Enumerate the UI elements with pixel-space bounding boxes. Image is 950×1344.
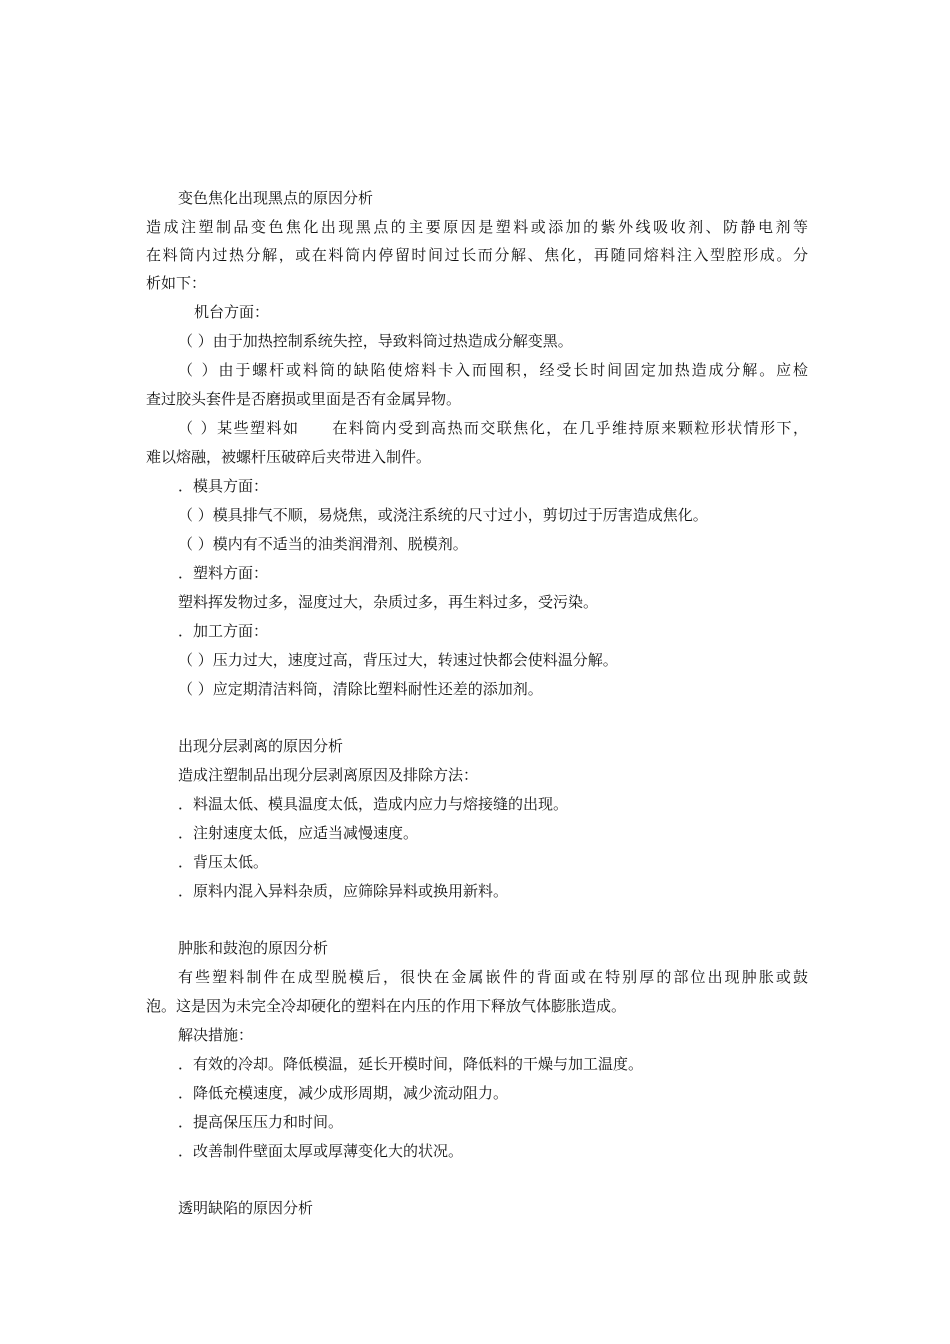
list-item: （ ）由于加热控制系统失控，导致料筒过热造成分解变黑。 bbox=[178, 332, 573, 350]
paragraph-line: 析如下： bbox=[146, 274, 207, 292]
list-item-continued: 查过胶头套件是否磨损或里面是否有金属异物。 bbox=[146, 390, 462, 408]
subheading-processing: ．加工方面： bbox=[178, 622, 269, 640]
list-item-continued: 难以熔融，被螺杆压破碎后夹带进入制件。 bbox=[146, 448, 432, 466]
paragraph-line: 造成注塑制品变色焦化出现黑点的主要原因是塑料或添加的紫外线吸收剂、防静电剂等 bbox=[146, 218, 808, 236]
paragraph-line: 泡。这是因为未完全冷却硬化的塑料在内压的作用下释放气体膨胀造成。 bbox=[146, 997, 627, 1015]
list-item: ．提高保压压力和时间。 bbox=[178, 1113, 344, 1131]
list-item: （ ）压力过大，速度过高，背压过大，转速过快都会使料温分解。 bbox=[178, 651, 618, 669]
subheading-machine: 机台方面： bbox=[194, 303, 270, 321]
list-item: （ ）由于螺杆或料筒的缺陷使熔料卡入而囤积，经受长时间固定加热造成分解。应检 bbox=[178, 361, 808, 379]
list-item: ．改善制件壁面太厚或厚薄变化大的状况。 bbox=[178, 1142, 464, 1160]
paragraph-line: 塑料挥发物过多，湿度过大，杂质过多，再生料过多，受污染。 bbox=[178, 593, 599, 611]
list-item: （ ）某些塑料如 在料筒内受到高热而交联焦化，在几乎维持原来颗粒形状情形下， bbox=[178, 419, 808, 437]
list-item: ．注射速度太低，应适当减慢速度。 bbox=[178, 824, 419, 842]
list-item: ．料温太低、模具温度太低，造成内应力与熔接缝的出现。 bbox=[178, 795, 569, 813]
paragraph-line: 造成注塑制品出现分层剥离原因及排除方法： bbox=[178, 766, 479, 784]
list-item: ．降低充模速度，减少成形周期，减少流动阻力。 bbox=[178, 1084, 509, 1102]
section-title-discoloration: 变色焦化出现黑点的原因分析 bbox=[178, 189, 374, 207]
list-item: ．原料内混入异料杂质，应筛除异料或换用新料。 bbox=[178, 882, 509, 900]
list-item: ．有效的冷却。降低模温，延长开模时间，降低料的干燥与加工温度。 bbox=[178, 1055, 644, 1073]
subheading-solutions: 解决措施： bbox=[178, 1026, 254, 1044]
list-item: ．背压太低。 bbox=[178, 853, 269, 871]
list-item: （ ）模内有不适当的油类润滑剂、脱模剂。 bbox=[178, 535, 468, 553]
paragraph-line: 在料筒内过热分解，或在料筒内停留时间过长而分解、焦化，再随同熔料注入型腔形成。分 bbox=[146, 246, 808, 264]
list-item: （ ）应定期清洁料筒，清除比塑料耐性还差的添加剂。 bbox=[178, 680, 543, 698]
paragraph-line: 有些塑料制件在成型脱模后，很快在金属嵌件的背面或在特别厚的部位出现肿胀或鼓 bbox=[178, 968, 808, 986]
section-title-transparency: 透明缺陷的原因分析 bbox=[178, 1199, 314, 1217]
section-title-delamination: 出现分层剥离的原因分析 bbox=[178, 737, 344, 755]
subheading-mold: ．模具方面： bbox=[178, 477, 269, 495]
subheading-plastic: ．塑料方面： bbox=[178, 564, 269, 582]
list-item: （ ）模具排气不顺，易烧焦，或浇注系统的尺寸过小，剪切过于厉害造成焦化。 bbox=[178, 506, 708, 524]
section-title-swelling: 肿胀和鼓泡的原因分析 bbox=[178, 939, 329, 957]
